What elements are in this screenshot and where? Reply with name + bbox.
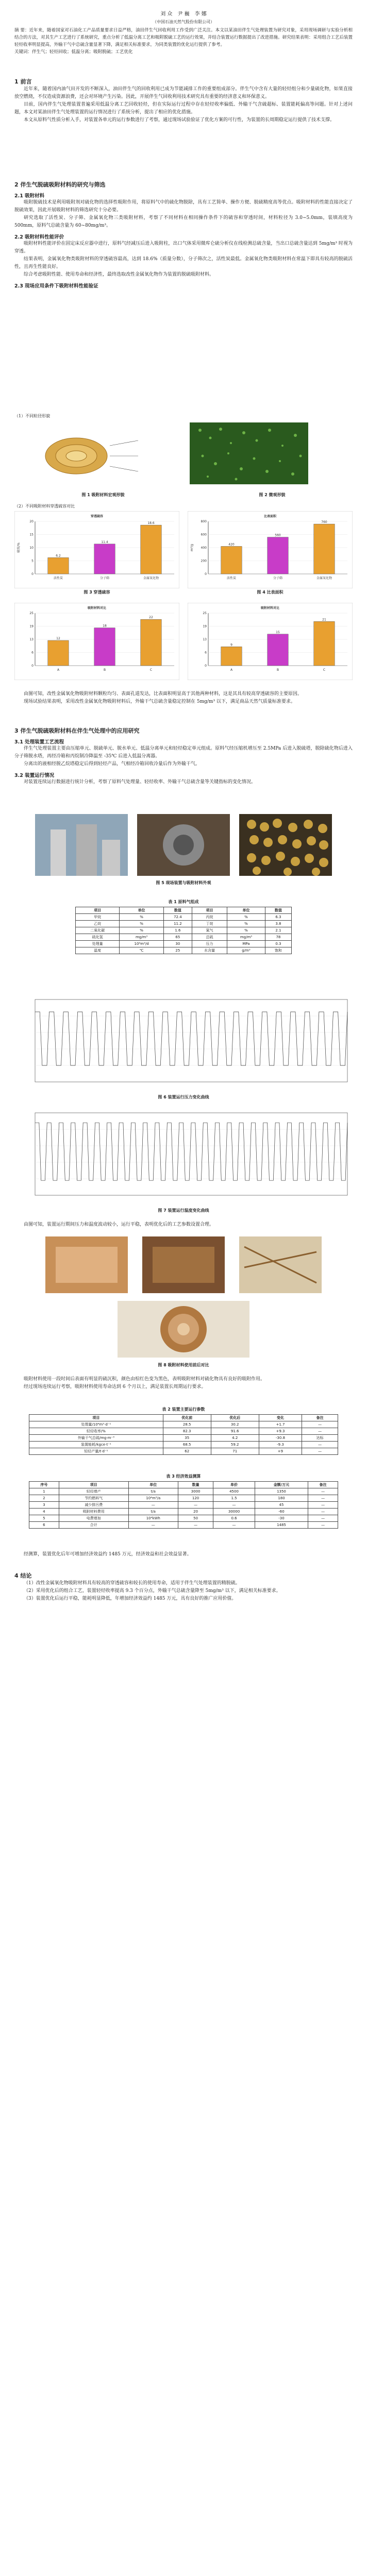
table-cell: 总硫: [192, 934, 227, 941]
table-cell: 11.2: [163, 921, 192, 927]
bar: [141, 619, 162, 666]
bar: [221, 546, 242, 574]
paragraph: 吸附脱硫技术是利用吸附剂对硫化物的选择性吸附作用，将原料气中的硫化物脱除，具有工艺简单、操作方便、脱硫精度高等优点。吸附材料的性能直接决定了脱硫效果，因此开展吸附材料的筛选研究十分必要。: [14, 200, 353, 213]
table-header-cell: 单位: [120, 907, 164, 914]
section-2-1-title: 2.1 吸附材料: [14, 193, 45, 199]
table-cell: 1350: [255, 1488, 308, 1495]
table-row: [29, 1442, 338, 1448]
photo-used: [142, 1236, 225, 1293]
paragraph: 结果表明，金属氧化物类吸附材料的穿透硫容最高，达到 18.6%（质量分数），分子筛次之，活性炭最低。金属氧化物类吸附材料在常温下即具有较高的脱硫活性，且再生性能良好。: [14, 257, 353, 269]
after-chart-text: [14, 1221, 353, 1229]
figure-1-graphic: [14, 420, 353, 487]
table-header-cell: 备注: [302, 1415, 338, 1421]
table-cell: 10⁴m³/d: [120, 941, 164, 947]
authors: [14, 10, 353, 26]
paragraph: 吸附材料使用一段时间后表面有明显的硫沉积，颜色由棕红色变为黑色，表明吸附材料对硫化物具有良好的吸附作用。: [24, 1377, 265, 1382]
table-header-cell: 优化前: [163, 1415, 211, 1421]
line-chart-2-block: [14, 1108, 353, 1216]
table-header-cell: 数值: [265, 907, 291, 914]
table-cell: 轻烃产量/t·d⁻¹: [29, 1448, 163, 1455]
table-2-block: [14, 1406, 353, 1455]
table-cell: 65: [163, 934, 192, 941]
table-cell: ℃: [120, 947, 164, 954]
paragraph: 近年来，随着国内油气田开发的不断深入，油田伴生气的回收利用已成为节能减排工作的重要组成部分。伴生气中含有大量的轻烃组分和少量硫化物，如果直接放空燃烧，不仅造成资源浪费，还会对环境产生污染。因此，开展伴生气回收利用技术研究具有重要的经济意义和环保意义。: [14, 87, 353, 99]
paragraph: 经测算，装置优化后年可增加经济效益约 1485 万元，经济效益和社会效益显著。: [24, 1552, 192, 1557]
paragraph: 综合考虑吸附性能、使用寿命和经济性，最终选取改性金属氧化物作为装置的脱硫吸附材料。: [24, 272, 214, 277]
table-header-cell: 单价: [213, 1482, 255, 1488]
bar: [141, 525, 162, 574]
figure-1-captions: [14, 492, 353, 498]
bar: [314, 621, 335, 666]
bar: [48, 557, 69, 574]
table-cell: 2.1: [265, 927, 291, 934]
table-cell: —: [308, 1502, 338, 1509]
table-cell: 装置能耗/kgce·t⁻¹: [29, 1442, 163, 1448]
table-cell: g/m³: [227, 947, 265, 954]
table-cell: +9: [259, 1448, 302, 1455]
data-label: 6.2: [56, 554, 61, 558]
y-tick-label: 0: [205, 572, 207, 576]
table-row: [76, 941, 292, 947]
table-row: [29, 1428, 338, 1435]
table-cell: %: [120, 927, 164, 934]
table-cell: 处理量/10⁴m³·d⁻¹: [29, 1421, 163, 1428]
table-cell: 减少排污费: [59, 1502, 128, 1509]
line-chart-pressure: [14, 994, 353, 1092]
table-cell: -30: [255, 1515, 308, 1522]
data-label: 11.4: [101, 540, 108, 544]
y-tick-label: 0: [31, 664, 34, 668]
table-caption: 表 3 经济效益测算: [166, 1474, 201, 1479]
section-2-3-text: [14, 690, 353, 706]
paragraph: 经过现场连续运行考察，吸附材料使用寿命达到 6 个月以上，满足装置长周期运行要求。: [24, 1384, 206, 1389]
pellet-illustration: [45, 438, 138, 474]
y-tick-label: 0: [205, 664, 207, 668]
bar: [314, 524, 335, 574]
table-1-block: [14, 899, 353, 954]
x-tick-label: 分子筛: [273, 577, 283, 580]
table-cell: 20: [178, 1509, 213, 1515]
table-header-cell: 序号: [29, 1482, 59, 1488]
x-tick-label: 金属氧化物: [143, 577, 159, 580]
table-row: [29, 1495, 338, 1502]
section-1-title: 1 前言: [14, 78, 32, 85]
y-tick-label: 600: [201, 533, 207, 537]
table-cell: —: [178, 1502, 213, 1509]
table-cell: 62: [163, 1448, 211, 1455]
chart-row-2: [14, 603, 353, 685]
y-tick-label: 25: [29, 612, 34, 615]
table-header-row: [29, 1415, 338, 1421]
figure-1: [14, 412, 353, 489]
bar: [221, 647, 242, 666]
photo-detail: [239, 1236, 322, 1293]
table-cell: -30.8: [259, 1435, 302, 1442]
x-tick-label: 分子筛: [99, 577, 110, 580]
table-cell: 轻烃增产: [59, 1488, 128, 1495]
table-header-cell: 项目: [59, 1482, 128, 1488]
table-cell: %: [120, 914, 164, 921]
table-header-cell: 优化后: [211, 1415, 259, 1421]
bar: [48, 640, 69, 666]
y-tick-label: 15: [29, 533, 34, 537]
x-tick-label: 金属氧化物: [316, 577, 332, 580]
mid-text: [14, 1376, 353, 1391]
table-cell: 4500: [213, 1488, 255, 1495]
data-label: 420: [228, 543, 235, 547]
chart-row-1: [14, 511, 353, 599]
table-row: [76, 914, 292, 921]
paragraph: 现场试验结果表明，采用改性金属氧化物吸附材料后，外输干气总硫含量稳定控制在 5mg/m³ 以下，满足商品天然气质量标准要求。: [24, 699, 295, 704]
table-cell: 30.2: [211, 1421, 259, 1428]
paragraph: 由图可知，改性金属氧化物吸附材料颗粒均匀、表面孔道发达，比表面积明显高于其他两种材料，这是其具有较高穿透硫容的主要原因。: [24, 691, 303, 697]
table-cell: 硫化氢: [76, 934, 120, 941]
table-cell: 1.6: [163, 927, 192, 934]
data-label: 760: [321, 520, 327, 524]
table-cell: %: [227, 921, 265, 927]
table-cell: —: [308, 1495, 338, 1502]
table-row: [29, 1488, 338, 1495]
table-header-cell: 数值: [163, 907, 192, 914]
table-header-cell: 项目: [76, 907, 120, 914]
y-tick-label: 10: [29, 546, 34, 550]
table-cell: 丁烷: [192, 921, 227, 927]
figure-caption: 图 1 吸附材料宏观形貌: [81, 493, 125, 497]
table-cell: 3.8: [265, 921, 291, 927]
table-row: [29, 1435, 338, 1442]
bar-chart-breakthrough-capacity: [14, 511, 179, 588]
x-tick-label: A: [230, 668, 233, 672]
table-economics: [29, 1481, 338, 1529]
table-cell: —: [302, 1442, 338, 1448]
table-cell: —: [213, 1522, 255, 1529]
table-caption: 表 2 装置主要运行参数: [162, 1407, 205, 1412]
bar: [94, 544, 115, 574]
section-4-title: 4 结论: [14, 1572, 32, 1579]
table-cell: 72.4: [163, 914, 192, 921]
table-cell: 30000: [213, 1509, 255, 1515]
photo-fresh: [45, 1236, 128, 1293]
site-photos: [14, 814, 353, 876]
table-caption: 表 1 原料气组成: [168, 900, 199, 904]
y-tick-label: 800: [201, 520, 207, 523]
table-row: [29, 1522, 338, 1529]
table-cell: 78: [265, 934, 291, 941]
y-tick-label: 13: [29, 638, 34, 641]
y-axis-label: m²/g: [190, 544, 194, 552]
paragraph: 对装置连续运行数据进行统计分析，考察了原料气处理量、轻烃收率、外输干气总硫含量等关键指标的变化情况。: [24, 779, 256, 785]
section-2-3-title: 2.3 现场应用条件下吸附材料性能验证: [14, 283, 98, 289]
section-4: [14, 1571, 353, 1603]
table-row: [29, 1515, 338, 1522]
table-row: [76, 927, 292, 934]
data-label: 22: [149, 616, 153, 620]
bar: [268, 634, 289, 666]
chart-caption: 图 4 比表面积: [257, 590, 283, 595]
table-cell: —: [178, 1522, 213, 1529]
table-cell: 59.2: [211, 1442, 259, 1448]
table-cell: —: [308, 1515, 338, 1522]
table-cell: 节约燃料气: [59, 1495, 128, 1502]
table-cell: 50: [178, 1515, 213, 1522]
x-tick-label: C: [323, 668, 326, 672]
chart-title: 吸附材料对比: [87, 606, 107, 610]
author-affiliation: （中国石油天然气股份有限公司）: [153, 20, 214, 24]
table-cell: 处理量: [76, 941, 120, 947]
equipment-photo: [137, 814, 230, 876]
table-row: [76, 934, 292, 941]
table-cell: 合计: [59, 1522, 128, 1529]
line-chart-temperature: [14, 1108, 353, 1206]
section-3-title: 3 伴生气脱硫吸附材料在伴生气处理中的应用研究: [14, 727, 140, 734]
paragraph: 目前，国内伴生气处理装置普遍采用低温分离工艺回收轻烃，但在实际运行过程中存在轻烃收率偏低、外输干气含硫超标、装置能耗偏高等问题。针对上述问题，本文对某油田伴生气处理装置的运行情况进行了系统分析，提出了相应的优化措施。: [14, 102, 353, 115]
table-cell: 25: [163, 947, 192, 954]
table-cell: -9.3: [259, 1442, 302, 1448]
photo-caption: 图 8 吸附材料使用前后对比: [158, 1363, 209, 1367]
table-cell: 二氧化碳: [76, 927, 120, 934]
x-tick-label: B: [103, 668, 106, 672]
table-cell: 30: [163, 941, 192, 947]
y-tick-label: 19: [29, 624, 34, 629]
table-row: [76, 947, 292, 954]
figure-panel-b: [14, 502, 353, 510]
table-cell: 氮气: [192, 927, 227, 934]
table-cell: 1485: [255, 1522, 308, 1529]
plant-photo: [35, 814, 128, 876]
abstract-text: 摘 要：近年来，随着国家对石油化工产品质量要求日益严格，油田伴生气回收利用工作受到广泛关注。本文以某油田伴生气处理装置为研究对象，采用现场调研与实验分析相结合的方法，对其生产工艺进行了系统研究，重点分析了低温分离工艺和吸附脱硫工艺的运行效果，并结合装置运行数据提出了改进措施。研究结果表明：采用组合工艺后装置轻烃收率明显提高，外输干气中总硫含量显著下降，满足相关标准要求，为同类装置的优化运行提供了参考。: [14, 28, 353, 47]
bar: [268, 537, 289, 574]
y-tick-label: 20: [29, 520, 34, 523]
data-label: 21: [322, 618, 326, 622]
table-header-row: [76, 907, 292, 914]
table-cell: —: [308, 1488, 338, 1495]
table-cell: MPa: [227, 941, 265, 947]
pellets-photo: [239, 814, 332, 876]
x-tick-label: C: [149, 668, 153, 672]
table-cell: 4.2: [211, 1435, 259, 1442]
abstract: [14, 27, 353, 56]
data-label: 15: [276, 630, 280, 634]
x-tick-label: 活性炭: [226, 577, 237, 580]
y-tick-label: 5: [31, 559, 34, 563]
table-cell: +1.7: [259, 1421, 302, 1428]
table-3-block: [14, 1473, 353, 1529]
table-cell: 乙烷: [76, 921, 120, 927]
paragraph: 本文从原料气性质分析入手，对装置各单元的运行参数进行了考察，通过现场试验验证了优化方案的可行性，为装置的长周期稳定运行提供了技术支撑。: [24, 117, 335, 123]
table-cell: t/a: [128, 1509, 178, 1515]
data-label: 560: [275, 533, 281, 537]
chart-caption: 图 3 穿透硫容: [84, 590, 110, 595]
table-cell: 丙烷: [192, 914, 227, 921]
table-row: [29, 1421, 338, 1428]
table-cell: 3: [29, 1502, 59, 1509]
section-3-2-title: 3.2 装置运行情况: [14, 773, 55, 778]
table-header-cell: 项目: [192, 907, 227, 914]
y-tick-label: 6: [31, 651, 34, 655]
table-cell: —: [302, 1428, 338, 1435]
table-cell: %: [227, 914, 265, 921]
table-cell: %: [227, 927, 265, 934]
author-names: 刘 众 尹 巍 李 娜: [160, 11, 207, 17]
table-cell: 甲烷: [76, 914, 120, 921]
photo-caption: 图 5 现场装置与吸附材料外观: [156, 880, 211, 885]
bar-chart-surface-area: [188, 511, 353, 588]
figure-caption: 图 2 微观形貌: [259, 493, 286, 497]
table-cell: 28.5: [163, 1421, 211, 1428]
table-cell: 达标: [302, 1435, 338, 1442]
figure-panel-label: （2）不同吸附材料穿透硫容对比: [14, 504, 75, 509]
table-cell: 电费增加: [59, 1515, 128, 1522]
table-header-cell: 变化: [259, 1415, 302, 1421]
data-label: 18: [103, 624, 107, 628]
table-cell: —: [302, 1448, 338, 1455]
table-cell: 68.5: [163, 1442, 211, 1448]
table-cell: 91.6: [211, 1428, 259, 1435]
section-2: [14, 180, 353, 289]
chart-caption: 图 7 装置运行温度变化曲线: [158, 1208, 209, 1213]
paragraph: （2）采用优化后的组合工艺，装置轻烃收率提高 9.3 个百分点，外输干气总硫含量降至 5mg/m³ 以下，满足相关标准要求。: [24, 1588, 281, 1594]
table-row: [29, 1448, 338, 1455]
table-cell: 45: [255, 1502, 308, 1509]
table-header-cell: 金额/万元: [255, 1482, 308, 1488]
paragraph: 吸附材料性能评价在固定床反应器中进行，原料气经减压后进入吸附柱，出口气体采用微库仑硫分析仪在线检测总硫含量，当出口总硫含量达到 5mg/m³ 时视为穿透。: [14, 241, 353, 254]
section-2-title: 2 伴生气脱硫吸附材料的研究与筛选: [14, 181, 106, 188]
table-header-cell: 单位: [128, 1482, 178, 1488]
table-cell: —: [308, 1509, 338, 1515]
table-row: [29, 1502, 338, 1509]
bar-chart-comparison-a: [14, 603, 179, 680]
table-cell: —: [213, 1502, 255, 1509]
chart-caption: 图 6 装置运行压力变化曲线: [158, 1095, 209, 1099]
table-operation-params: [29, 1414, 338, 1455]
section-2-2-title: 2.2 吸附材料性能评价: [14, 234, 64, 240]
table-header-row: [29, 1482, 338, 1488]
table-cell: 轻烃收率/%: [29, 1428, 163, 1435]
y-tick-label: 6: [205, 651, 207, 655]
figure-panel-label: （1）不同粒径形貌: [14, 414, 51, 418]
section-1: [14, 77, 353, 124]
paragraph: 分离出的液相经脱乙烷塔稳定后得到轻烃产品，气相经冷箱回收冷量后作为外输干气。: [24, 761, 201, 767]
table-cell: 180: [255, 1495, 308, 1502]
section-3-1-title: 3.1 处理装置工艺流程: [14, 739, 64, 745]
table-header-cell: 项目: [29, 1415, 163, 1421]
table-cell: 3000: [178, 1488, 213, 1495]
table-cell: —: [128, 1502, 178, 1509]
table-cell: mg/m³: [120, 934, 164, 941]
y-tick-label: 13: [203, 638, 207, 641]
table-cell: 35: [163, 1435, 211, 1442]
table-header-cell: 数量: [178, 1482, 213, 1488]
paragraph: 伴生气处理装置主要由压缩单元、脱硫单元、脱水单元、低温分离单元和轻烃稳定单元组成。原料气经压缩机增压至 2.5MPa 后进入脱硫塔，脱除硫化物后进入分子筛脱水塔，再经冷箱和丙烷制冷降温至 -35℃ 后进入低温分离器。: [14, 746, 353, 759]
paragraph: 研究选取了活性炭、分子筛、金属氧化物三类吸附材料，考察了不同材料在相同操作条件下的硫容和穿透时间，材料粒径为 3.0~5.0mm，装填高度为 500mm，原料气总硫含量为 60~80mg/m³。: [14, 215, 353, 228]
table-cell: 0.6: [213, 1515, 255, 1522]
table-cell: 饱和: [265, 947, 291, 954]
table-cell: 压力: [192, 941, 227, 947]
table-cell: -60: [255, 1509, 308, 1515]
table-cell: 10⁴kWh: [128, 1515, 178, 1522]
table-cell: mg/m³: [227, 934, 265, 941]
table-cell: 82.3: [163, 1428, 211, 1435]
y-tick-label: 200: [201, 559, 207, 563]
table-cell: 4: [29, 1509, 59, 1515]
section-3: [14, 726, 353, 786]
table-cell: 温度: [76, 947, 120, 954]
table-cell: 6.3: [265, 914, 291, 921]
table-cell: —: [128, 1522, 178, 1529]
data-label: 9: [230, 643, 232, 647]
table-cell: 0.3: [265, 941, 291, 947]
photo-row-1: [14, 814, 353, 886]
y-tick-label: 25: [203, 612, 207, 615]
adsorbent-photos: [14, 1236, 353, 1360]
chart-title: 比表面积: [263, 515, 277, 518]
microscope-image: [190, 422, 308, 484]
table-cell: 6: [29, 1522, 59, 1529]
table-cell: 外输干气总硫/mg·m⁻³: [29, 1435, 163, 1442]
table-cell: 71: [211, 1448, 259, 1455]
table-row: [76, 921, 292, 927]
table-row: [29, 1509, 338, 1515]
bar-chart-comparison-b: [188, 603, 353, 680]
table-feed-gas: [75, 907, 292, 954]
paragraph: （3）装置优化后运行平稳，能耗明显降低，年增加经济效益约 1485 万元，具有良好的推广应用价值。: [24, 1596, 237, 1601]
y-axis-label: 硫容/%: [17, 543, 21, 553]
table-cell: 吸附材料费用: [59, 1509, 128, 1515]
x-tick-label: A: [57, 668, 60, 672]
table-cell: %: [120, 921, 164, 927]
y-tick-label: 400: [201, 546, 207, 550]
y-tick-label: 0: [31, 572, 34, 576]
paragraph: 由图可知，装置运行期间压力和温度波动较小，运行平稳，表明优化后的工艺参数设置合理。: [24, 1222, 214, 1227]
photo-cross-section: [118, 1301, 249, 1358]
line-chart-1-block: [14, 994, 353, 1103]
paragraph: （1）改性金属氧化物吸附材料具有较高的穿透硫容和较长的使用寿命，适用于伴生气处理装置的精脱硫。: [24, 1581, 240, 1586]
keywords: 关键词：伴生气；轻烃回收；低温分离；吸附脱硫；工艺优化: [14, 49, 133, 55]
x-tick-label: 活性炭: [53, 577, 63, 580]
data-label: 18.6: [147, 521, 155, 526]
table-header-cell: 单位: [227, 907, 265, 914]
table-header-cell: 备注: [308, 1482, 338, 1488]
data-label: 12: [56, 637, 60, 641]
table-cell: —: [302, 1421, 338, 1428]
table-cell: 水含量: [192, 947, 227, 954]
end-text: [14, 1551, 353, 1558]
bar: [94, 628, 115, 666]
table-cell: 10⁴m³/a: [128, 1495, 178, 1502]
table-cell: —: [308, 1522, 338, 1529]
table-cell: 5: [29, 1515, 59, 1522]
photo-row-2: [14, 1236, 353, 1370]
chart-title: 吸附材料对比: [260, 606, 280, 610]
table-cell: 2: [29, 1495, 59, 1502]
table-cell: 1.5: [213, 1495, 255, 1502]
table-cell: +9.3: [259, 1428, 302, 1435]
y-tick-label: 19: [203, 624, 207, 629]
x-tick-label: B: [276, 668, 279, 672]
table-cell: 1: [29, 1488, 59, 1495]
table-cell: 120: [178, 1495, 213, 1502]
chart-title: 穿透硫容: [90, 515, 104, 518]
table-cell: t/a: [128, 1488, 178, 1495]
